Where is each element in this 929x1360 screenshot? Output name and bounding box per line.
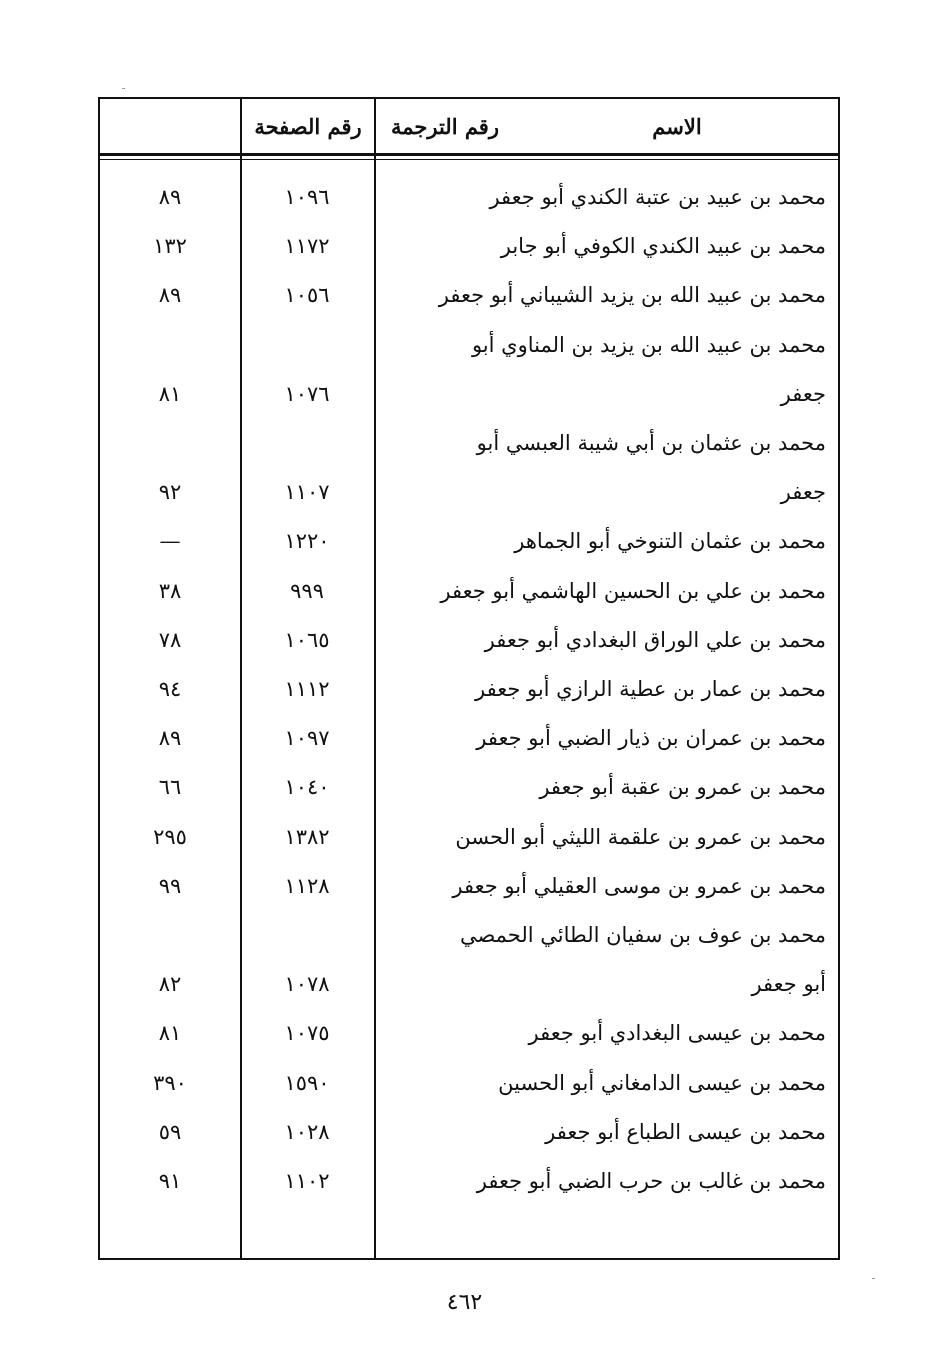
entry-name: محمد بن عيسى الدامغاني أبو الحسين: [498, 1070, 826, 1095]
entry-page-number: ٩١: [158, 1169, 182, 1193]
entry-name: محمد بن عبيد الله بن يزيد بن المناوي أبو: [471, 332, 826, 357]
table-row: [100, 370, 840, 419]
table-row: [100, 714, 840, 763]
entry-page-number: ٩٢: [158, 480, 182, 505]
table-row: [100, 862, 840, 911]
table-row: [100, 271, 840, 320]
entry-tarjama-number: ١٠٥٦: [284, 283, 330, 308]
entry-tarjama-number: ١١٠٧: [284, 480, 330, 505]
entry-page-number: [100, 911, 240, 960]
entry-tarjama-number: ١٣٨٢: [284, 824, 330, 849]
entry-page-number: ٢٩٥: [153, 824, 187, 849]
entry-name: محمد بن عمرو بن علقمة الليثي أبو الحسن: [455, 824, 826, 849]
entry-page-number: —: [159, 529, 181, 554]
entry-page-number: ٦٦: [158, 775, 182, 800]
entry-name: محمد بن عيسى البغدادي أبو جعفر: [528, 1021, 826, 1046]
entry-name: محمد بن عمار بن عطية الرازي أبو جعفر: [474, 677, 826, 701]
entry-page-number: [100, 419, 240, 468]
table-row: [100, 1157, 840, 1206]
entry-name: محمد بن عثمان التنوخي أبو الجماهر: [514, 529, 826, 554]
table-header: [98, 97, 840, 157]
entry-page-number: ٩٩: [158, 873, 182, 898]
header-page: رقم الصفحة: [254, 114, 362, 139]
entry-tarjama-number: ١٠٧٦: [284, 381, 330, 406]
header-rule-thick: [100, 153, 838, 156]
entry-name: محمد بن عوف بن سفيان الطائي الحمصي: [459, 923, 826, 947]
entry-page-number: [100, 321, 240, 370]
entry-name: محمد بن عبيد بن عتبة الكندي أبو جعفر: [489, 185, 826, 209]
table-row: [100, 813, 840, 862]
table-row: [100, 517, 840, 566]
entry-page-number: ٥٩: [158, 1119, 182, 1144]
table-row: [100, 321, 840, 370]
header-name: الاسم: [652, 114, 702, 139]
entry-name: محمد بن علي الوراق البغدادي أبو جعفر: [484, 627, 826, 652]
entry-page-number: ٨٩: [158, 726, 182, 751]
table-row: [100, 419, 840, 468]
table-row: [100, 1009, 840, 1058]
entry-tarjama-number: ١١٠٢: [284, 1169, 330, 1193]
entry-tarjama-number: ١٠٧٨: [284, 972, 330, 997]
table-row: [100, 616, 840, 665]
entry-name: محمد بن عمرو بن عقبة أبو جعفر: [539, 775, 826, 800]
entry-tarjama-number: ١٠٩٧: [284, 726, 330, 751]
entry-tarjama-number: ١١١٢: [284, 677, 330, 701]
entry-page-number: ٨١: [158, 1021, 182, 1046]
print-speck: [872, 1278, 875, 1279]
table-row: [100, 222, 840, 271]
table-row: [100, 911, 840, 960]
entry-tarjama-number: ١٠٦٥: [284, 627, 330, 652]
entry-tarjama-number: ١١٢٨: [284, 873, 330, 898]
entry-tarjama-number: ١٢٢٠: [284, 529, 330, 554]
entry-page-number: ٨٩: [158, 283, 182, 308]
print-speck: [122, 88, 125, 89]
entry-tarjama-number: ١٠٤٠: [284, 775, 330, 800]
header-rule-thin: [100, 159, 838, 160]
entry-tarjama-number: ١٥٩٠: [284, 1070, 330, 1095]
entry-name: جعفر: [780, 480, 826, 505]
entry-page-number: ٨٩: [158, 185, 182, 209]
index-table: [98, 97, 840, 1260]
entry-page-number: ٣٨: [158, 578, 182, 603]
entry-name: محمد بن عبيد الكندي الكوفي أبو جابر: [500, 234, 826, 259]
entry-tarjama-number: [240, 911, 374, 960]
entry-page-number: ٣٩٠: [153, 1070, 187, 1095]
entry-tarjama-number: ١١٧٢: [284, 234, 330, 259]
entry-tarjama-number: ١٠٩٦: [284, 185, 330, 209]
entry-page-number: ٩٤: [158, 677, 182, 701]
entry-name: محمد بن عثمان بن أبي شيبة العبسي أبو: [476, 431, 826, 455]
entry-name: محمد بن غالب بن حرب الضبي أبو جعفر: [476, 1169, 826, 1193]
entry-tarjama-number: ٩٩٩: [290, 578, 324, 603]
table-row: [100, 665, 840, 714]
table-row: [100, 763, 840, 812]
entry-page-number: ٨٢: [158, 972, 182, 997]
entry-name: محمد بن علي بن الحسين الهاشمي أبو جعفر: [440, 578, 826, 603]
table-row: [100, 1108, 840, 1157]
table-row: [100, 567, 840, 616]
entry-page-number: ٨١: [158, 381, 182, 406]
entry-tarjama-number: [240, 419, 374, 468]
entry-page-number: ١٣٢: [153, 234, 187, 259]
entry-name: جعفر: [780, 381, 826, 406]
header-tarjama: رقم الترجمة: [390, 114, 499, 139]
table-row: [100, 1059, 840, 1108]
entry-name: محمد بن عيسى الطباع أبو جعفر: [545, 1119, 826, 1144]
entry-page-number: ٧٨: [158, 627, 182, 652]
entry-tarjama-number: ١٠٢٨: [284, 1119, 330, 1144]
entry-name: محمد بن عبيد الله بن يزيد الشيباني أبو جعفر: [438, 283, 826, 308]
table-row: [100, 468, 840, 517]
entry-name: محمد بن عمران بن ذيار الضبي أبو جعفر: [476, 726, 826, 751]
entry-name: أبو جعفر: [751, 972, 826, 997]
page-number: ٤٦٢: [446, 1290, 483, 1315]
table-row: [100, 173, 840, 222]
entry-name: محمد بن عمرو بن موسى العقيلي أبو جعفر: [452, 873, 826, 898]
entry-tarjama-number: ١٠٧٥: [284, 1021, 330, 1046]
table-row: [100, 960, 840, 1009]
entry-tarjama-number: [240, 321, 374, 370]
